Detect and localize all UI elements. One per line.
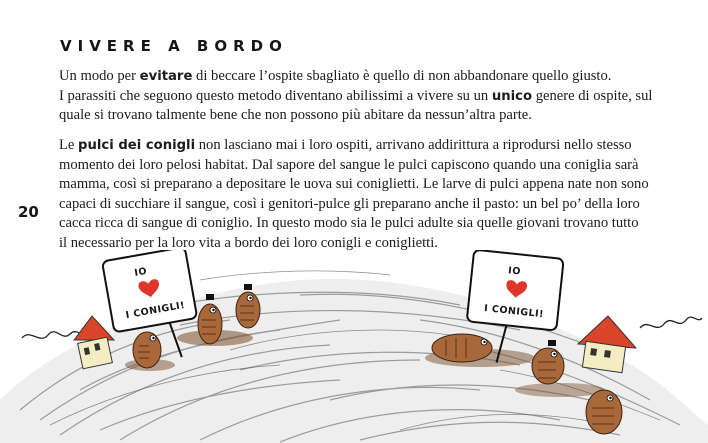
sign-left-bottom: I CONIGLI! (124, 299, 186, 322)
highlight-evitare: evitare (139, 69, 193, 84)
text-span: Un modo per (59, 68, 140, 84)
text-span: I parassiti che seguono questo metodo diventano abilissimi a vivere su un (59, 87, 492, 104)
highlight-unico: unico (491, 88, 533, 104)
text-span: capaci di succhiare il sangue, così i genitori-pulce gli preparano anche il pasto: un bel po’ della loro (59, 195, 640, 212)
flea-icon (586, 390, 622, 434)
dirt-patch (515, 383, 605, 397)
highlight-pulci: pulci dei conigli (78, 138, 196, 153)
flea-icon (432, 334, 492, 362)
paragraph-fleas (59, 136, 699, 253)
text-span: quale si trovano talmente bene che non possono più abitare da nessun’altra parte. (59, 107, 532, 123)
text-span: cacca ricca di sangue di coniglio. In questo modo sia le pulci adulte sia quelle giovani trovano tutto (59, 215, 639, 231)
text-span: il necessario per la loro vita a bordo dei loro conigli e coniglietti. (59, 234, 438, 251)
rabbit-fur-illustration (0, 250, 708, 443)
sign-right-bottom: I CONIGLI! (483, 302, 545, 321)
paragraph-intro (59, 67, 699, 126)
text-span: non lasciano mai i loro ospiti, arrivano addirittura a riprodursi nello stesso (195, 137, 632, 153)
page-number: 20 (18, 203, 39, 221)
sign-right-top: IO (507, 265, 522, 278)
text-span: Le (59, 137, 79, 153)
text-span: di beccare l’ospite sbagliato è quello di non abbandonare quello giusto. (192, 68, 612, 84)
text-span: mamma, così si preparano a depositare le uova sui coniglietti. Le larve di pulci appena nate non sono (59, 176, 649, 192)
text-span: genere di ospite, sul (532, 87, 653, 104)
flea-icon (133, 332, 161, 368)
text-span: momento dei loro pelosi habitat. Dal sapore del sangue le pulci capiscono quando una coniglia sarà (59, 156, 639, 173)
sign-left-top: IO (133, 265, 148, 279)
page-title: VIVERE A BORDO (60, 37, 288, 55)
curl-right (640, 317, 702, 328)
